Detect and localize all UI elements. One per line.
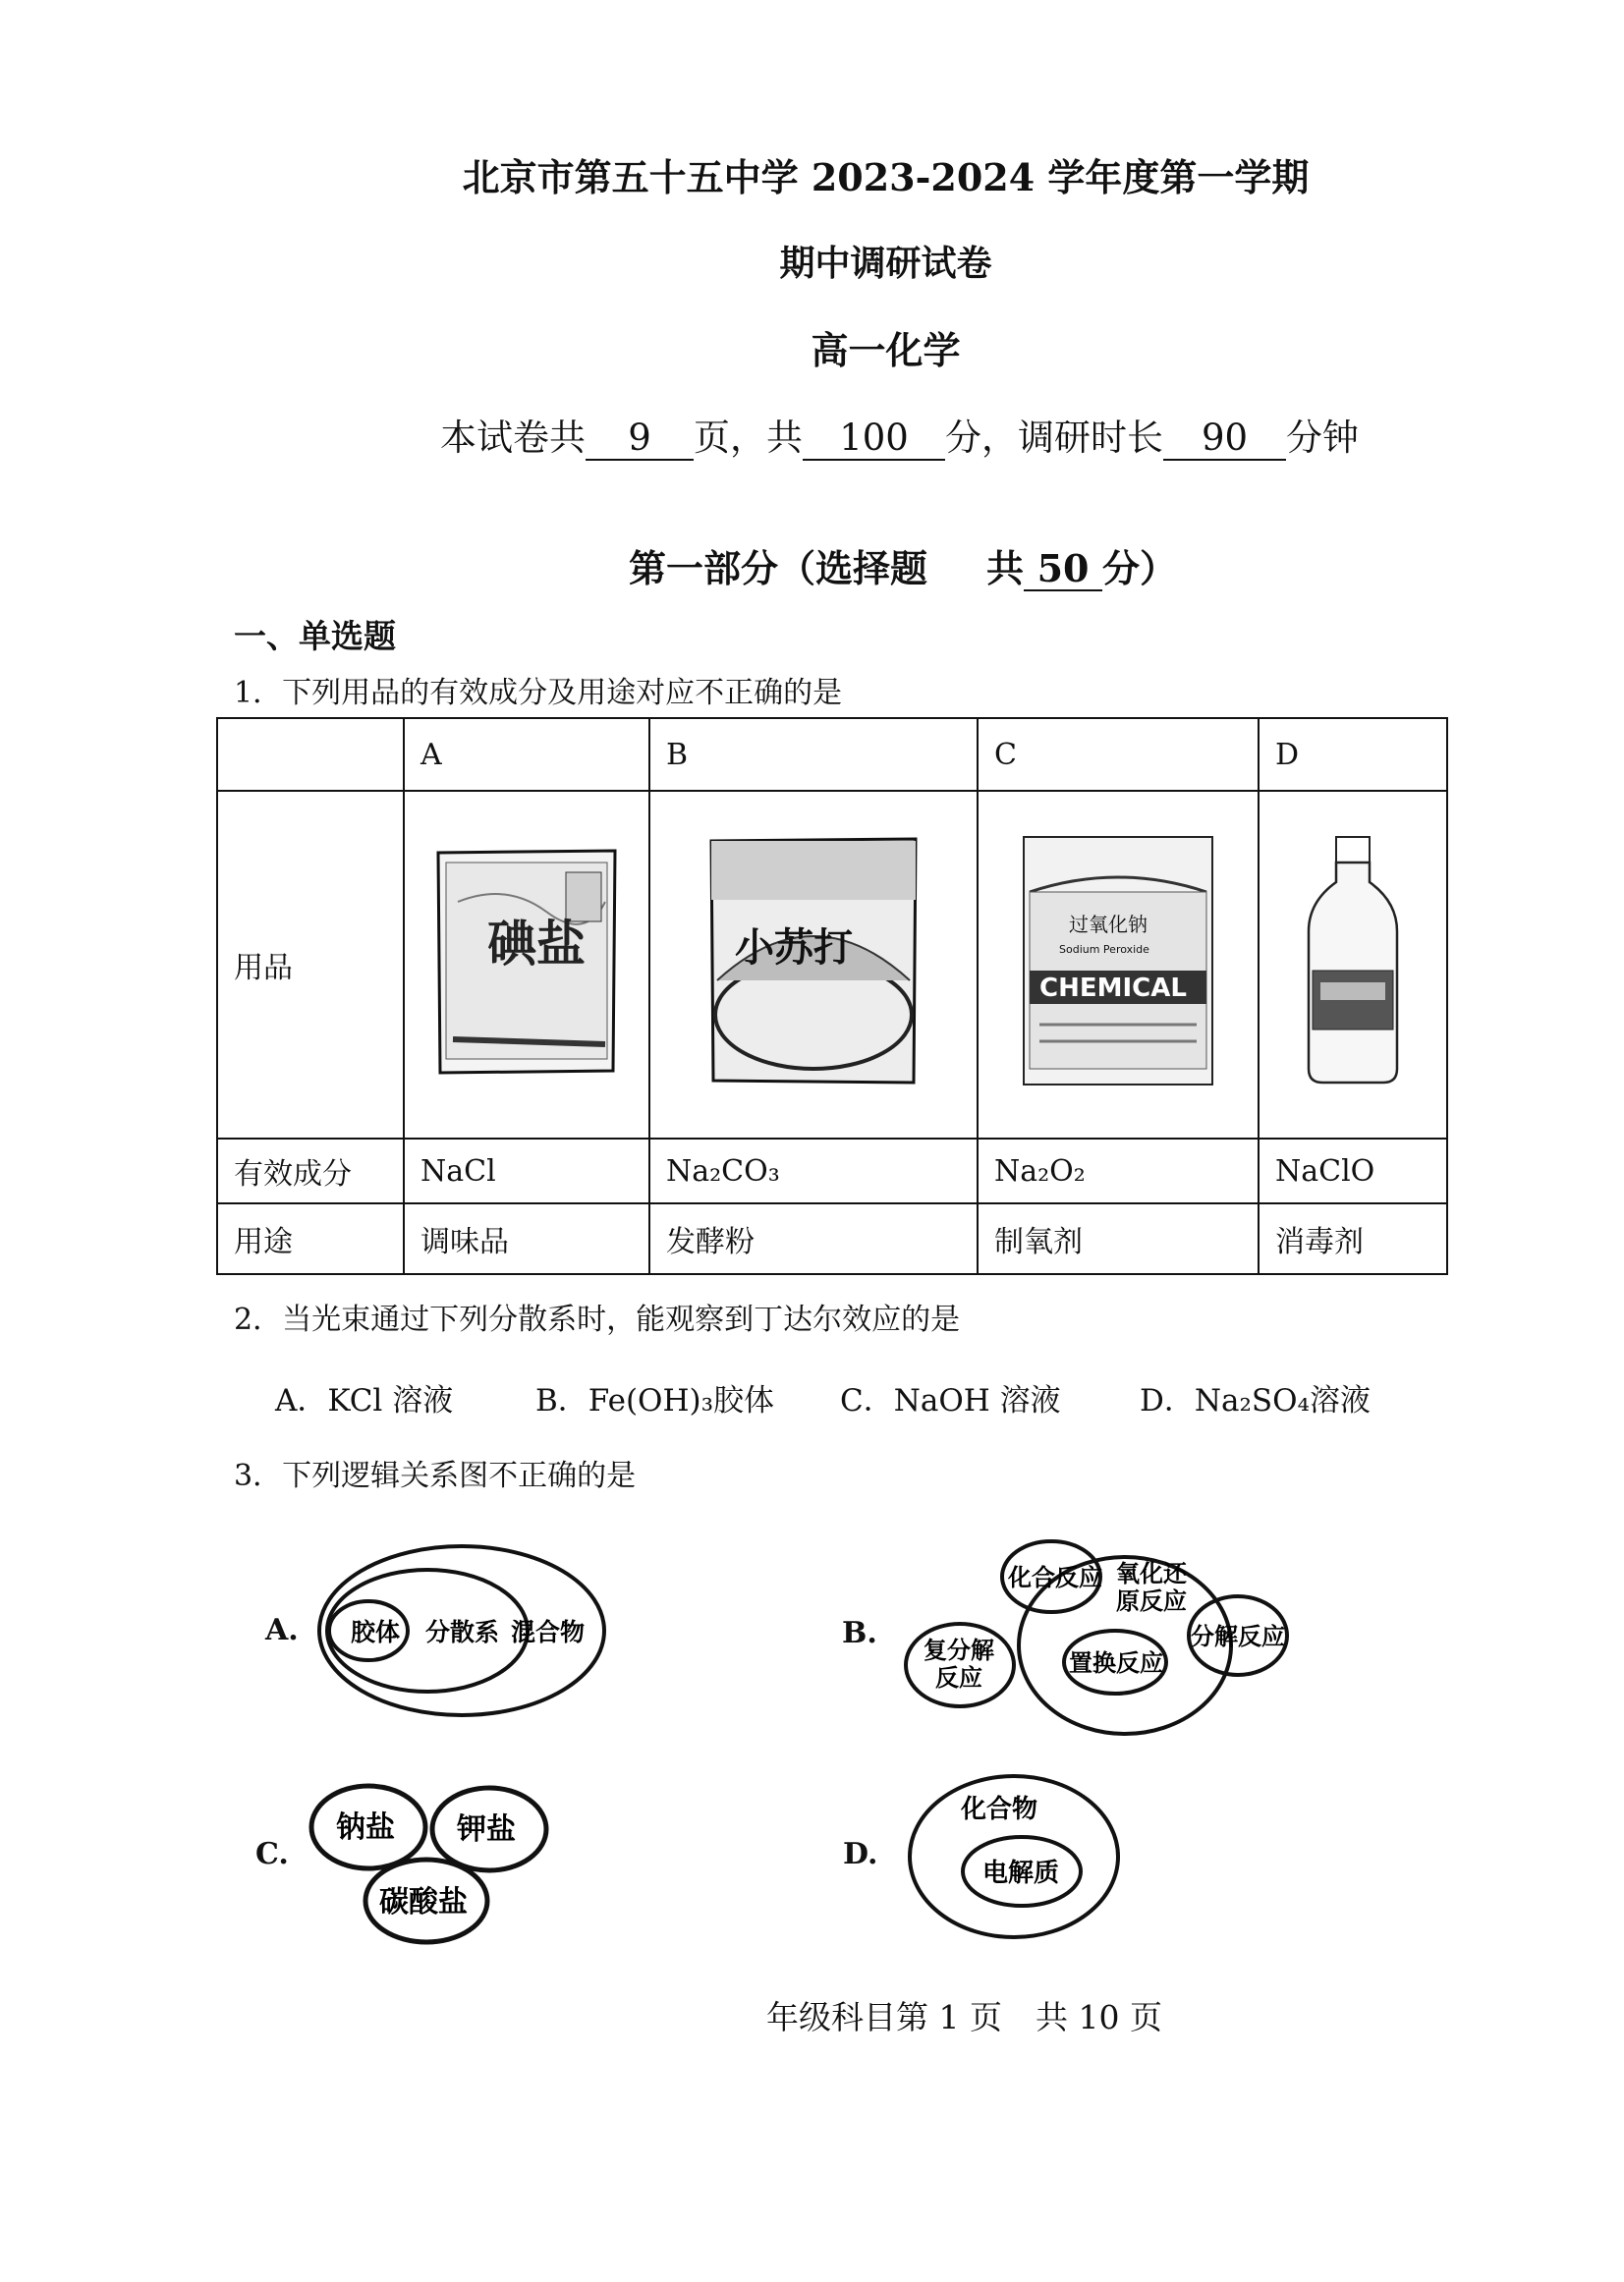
component-b: Na₂CO₃ — [649, 1139, 978, 1203]
component-d: NaClO — [1259, 1139, 1447, 1203]
diagram-c — [305, 1778, 570, 1965]
page-count: 9 — [586, 418, 694, 461]
double-decomp-label-line2: 反应 — [935, 1664, 982, 1692]
peroxide-en-label: Sodium Peroxide — [1059, 943, 1149, 956]
baking-soda-bag-image — [705, 833, 922, 1088]
diagram-b — [904, 1532, 1297, 1739]
combination-label: 化合反应 — [1008, 1564, 1102, 1591]
use-a: 调味品 — [404, 1203, 649, 1274]
header-option-b: B — [649, 718, 978, 791]
mixture-label: 混合物 — [511, 1618, 586, 1646]
subject-title: 高一化学 — [811, 328, 961, 372]
q2-option-c: C．NaOH 溶液 — [840, 1383, 1061, 1419]
table-use-row — [217, 1203, 1447, 1274]
component-c: Na₂O₂ — [978, 1139, 1259, 1203]
row-label-use: 用途 — [217, 1203, 404, 1274]
info-suffix: 分钟 — [1286, 417, 1359, 459]
footer-total: 共 10 页 — [1035, 1998, 1162, 2036]
use-d: 消毒剂 — [1259, 1203, 1447, 1274]
info-prefix: 本试卷共 — [440, 417, 586, 459]
salt-bag-image — [428, 843, 625, 1079]
q3-label-b: B. — [842, 1616, 877, 1650]
diagram-d — [904, 1768, 1130, 1945]
part-gap: 共 — [986, 546, 1025, 590]
q2-option-d: D．Na₂SO₄溶液 — [1140, 1383, 1371, 1419]
q2-option-b: B．Fe(OH)₃胶体 — [535, 1383, 775, 1419]
header-option-a: A — [404, 718, 649, 791]
use-b: 发酵粉 — [649, 1203, 978, 1274]
row-label-component: 有效成分 — [217, 1139, 404, 1203]
part-prefix: 第一部分（选择题 — [629, 546, 928, 590]
peroxide-cn-label: 过氧化钠 — [1069, 913, 1148, 936]
product-c-cell — [978, 791, 1259, 1139]
q2-option-a: A．KCl 溶液 — [275, 1383, 454, 1419]
electrolyte-label: 电解质 — [982, 1859, 1060, 1888]
total-score: 100 — [803, 418, 945, 461]
question-1-stem: 1．下列用品的有效成分及用途对应不正确的是 — [234, 676, 843, 710]
peroxide-band-label: CHEMICAL — [1039, 974, 1187, 1003]
disinfectant-bottle-image — [1299, 833, 1407, 1088]
part-score: 50 — [1024, 548, 1102, 591]
decomposition-label: 分解反应 — [1191, 1623, 1285, 1650]
table-item-row — [217, 791, 1447, 1139]
salt-bag-label: 碘盐 — [487, 916, 586, 973]
q3-label-d: D. — [843, 1837, 878, 1871]
part-heading — [629, 538, 1177, 592]
product-d-cell — [1259, 791, 1447, 1139]
sodium-salt-label: 钠盐 — [336, 1810, 395, 1845]
q3-label-a: A. — [265, 1613, 299, 1647]
diagram-a — [314, 1542, 609, 1719]
sodium-peroxide-can-image — [1020, 833, 1216, 1088]
question-1-table — [216, 717, 1448, 1275]
redox-label-line2: 原反应 — [1116, 1587, 1187, 1615]
product-b-cell — [649, 791, 978, 1139]
exam-subtitle: 期中调研试卷 — [779, 243, 992, 284]
q3-label-c: C. — [255, 1837, 289, 1871]
exam-title: 北京市第五十五中学 2023-2024 学年度第一学期 — [462, 155, 1310, 199]
product-a-cell — [404, 791, 649, 1139]
compound-label: 化合物 — [961, 1795, 1038, 1824]
use-c: 制氧剂 — [978, 1203, 1259, 1274]
question-3-stem: 3．下列逻辑关系图不正确的是 — [234, 1459, 637, 1493]
part-suffix: 分） — [1102, 546, 1178, 590]
exam-duration: 90 — [1163, 418, 1286, 461]
redox-label-line1: 氧化还 — [1116, 1560, 1187, 1587]
info-mid2: 分，调研时长 — [945, 417, 1163, 459]
header-option-c: C — [978, 718, 1259, 791]
double-decomp-label-line1: 复分解 — [924, 1637, 994, 1664]
table-header-row — [217, 718, 1447, 791]
header-option-d: D — [1259, 718, 1447, 791]
row-label-item: 用品 — [217, 791, 404, 1139]
table-corner-cell — [217, 718, 404, 791]
colloid-label: 胶体 — [351, 1618, 401, 1646]
info-mid1: 页，共 — [694, 417, 803, 459]
question-2-stem: 2．当光束通过下列分散系时，能观察到丁达尔效应的是 — [234, 1303, 961, 1337]
baking-soda-label: 小苏打 — [735, 925, 853, 971]
dispersion-label: 分散系 — [425, 1618, 500, 1646]
carbonate-label: 碳酸盐 — [379, 1885, 468, 1920]
displacement-label: 置换反应 — [1069, 1649, 1163, 1677]
table-component-row — [217, 1139, 1447, 1203]
footer-page: 年级科目第 1 页 — [766, 1998, 1002, 2036]
component-a: NaCl — [404, 1139, 649, 1203]
potassium-salt-label: 钾盐 — [457, 1812, 516, 1847]
page-footer — [766, 1992, 1162, 2038]
section-heading: 一、单选题 — [234, 617, 396, 655]
exam-info — [440, 408, 1359, 461]
